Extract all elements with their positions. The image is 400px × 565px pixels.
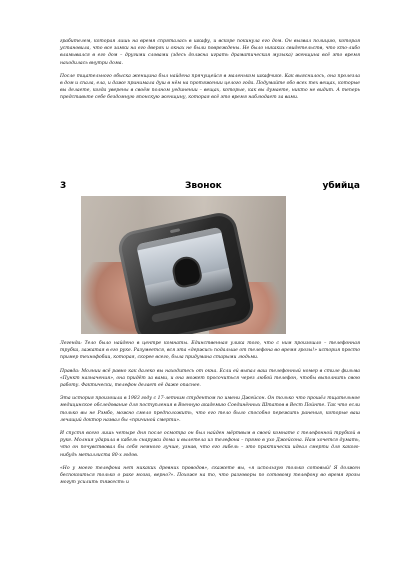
paragraph-bottom-1: Легенда: Тело было найдено в центре комнаты. Единственная улика того, что с ним произошло – телефонная трубка, зажатая в его руке. Разумеется, вся эта «держись подальше от телефона во время грозы!» история просто пример технофобии, которая, скорее всего, была придумана старыми людьми.: [60, 341, 360, 361]
paragraph-bottom-5: «Но у моего телефона нет никаких древних проводов», скажете вы, «я использую только сотовый! Я должен беспокоиться только о раке мозга, верно?». Похоже на то, что разговоры по сотовому телефону во время грозы могут усилить тяжесть и: [60, 465, 360, 486]
heading-number: 3: [60, 181, 67, 191]
phone-screen: [136, 227, 233, 307]
paragraph-bottom-4: И спустя всего лишь четыре дня после осмотра он был найден мёртвым в своей комнате с телефонной трубкой в руке. Молния ударила в кабель снаружи дома и вылетела из телефона – прямо в ухо Джейсона. Нам хочется думать, что он почувствовал бы себя немного лучше, узнав, что его гибель – это практически идеал смерти для какого-нибудь металлиста 80-х годов.: [60, 431, 360, 458]
paragraph-bottom-2: Правда: Молнии всё равно как далеко вы находитесь от окна. Если ей выпал ваш телефонный номер в стиле фильма «Пункт назначения», она придёт за вами, и она может просочиться через любой телефон, чтобы выполнить свою работу. Фактически, телефон делает её даже опаснее.: [60, 368, 360, 389]
heading-word-2: убийца: [322, 181, 360, 191]
text-block-top: [60, 38, 360, 102]
paragraph-bottom-3: Эта история произошла в 1983 году с 17-летним студентом по имени Джейсон. Он только что прошёл тщательное медицинское обследование для поступления в Военную академию Соединённых Штатов в Вест Пойнте. Так что если только вы не Рэмбо, можно смело предположить, что его тело было способно пережить ранения, которые ваш лечащий доктор назвал бы «причиной смерти».: [60, 396, 360, 423]
paragraph-top-2: После тщательного обыска женщина был найдена прячущейся в маленьком шкафчике. Как выяснилось, она пролезла в дом и спала, ела, и даже принимала душ в нём на протяжении целого года. Подумайте обо всех тех вещах, которые вы делаете, когда уверены в своём полном уединении – вещах, которые, как вы думаете, никто не видит. А теперь представьте себе бездомную японскую женщину, которая всё это время наблюдает за вами.: [60, 73, 360, 101]
section-heading: [60, 180, 360, 192]
photo-phone-on-screen: [81, 196, 286, 334]
text-block-bottom: [60, 340, 360, 486]
paragraph-top-1: грабителем, которая лишь на время спряталась в шкафу, и вскоре покинула его дом. Он вызвал полицию, которая установила, что все замки на его дверях и окнах не были повреждены. Не было никаких свидетельств, что кто-либо вламывался в его дом – другими словами (здесь должна играть драматическая музыка) женщина всё это время находилась внутри дома.: [60, 39, 360, 66]
heading-word-1: Звонок: [185, 181, 222, 191]
phone-lens: [170, 228, 180, 233]
